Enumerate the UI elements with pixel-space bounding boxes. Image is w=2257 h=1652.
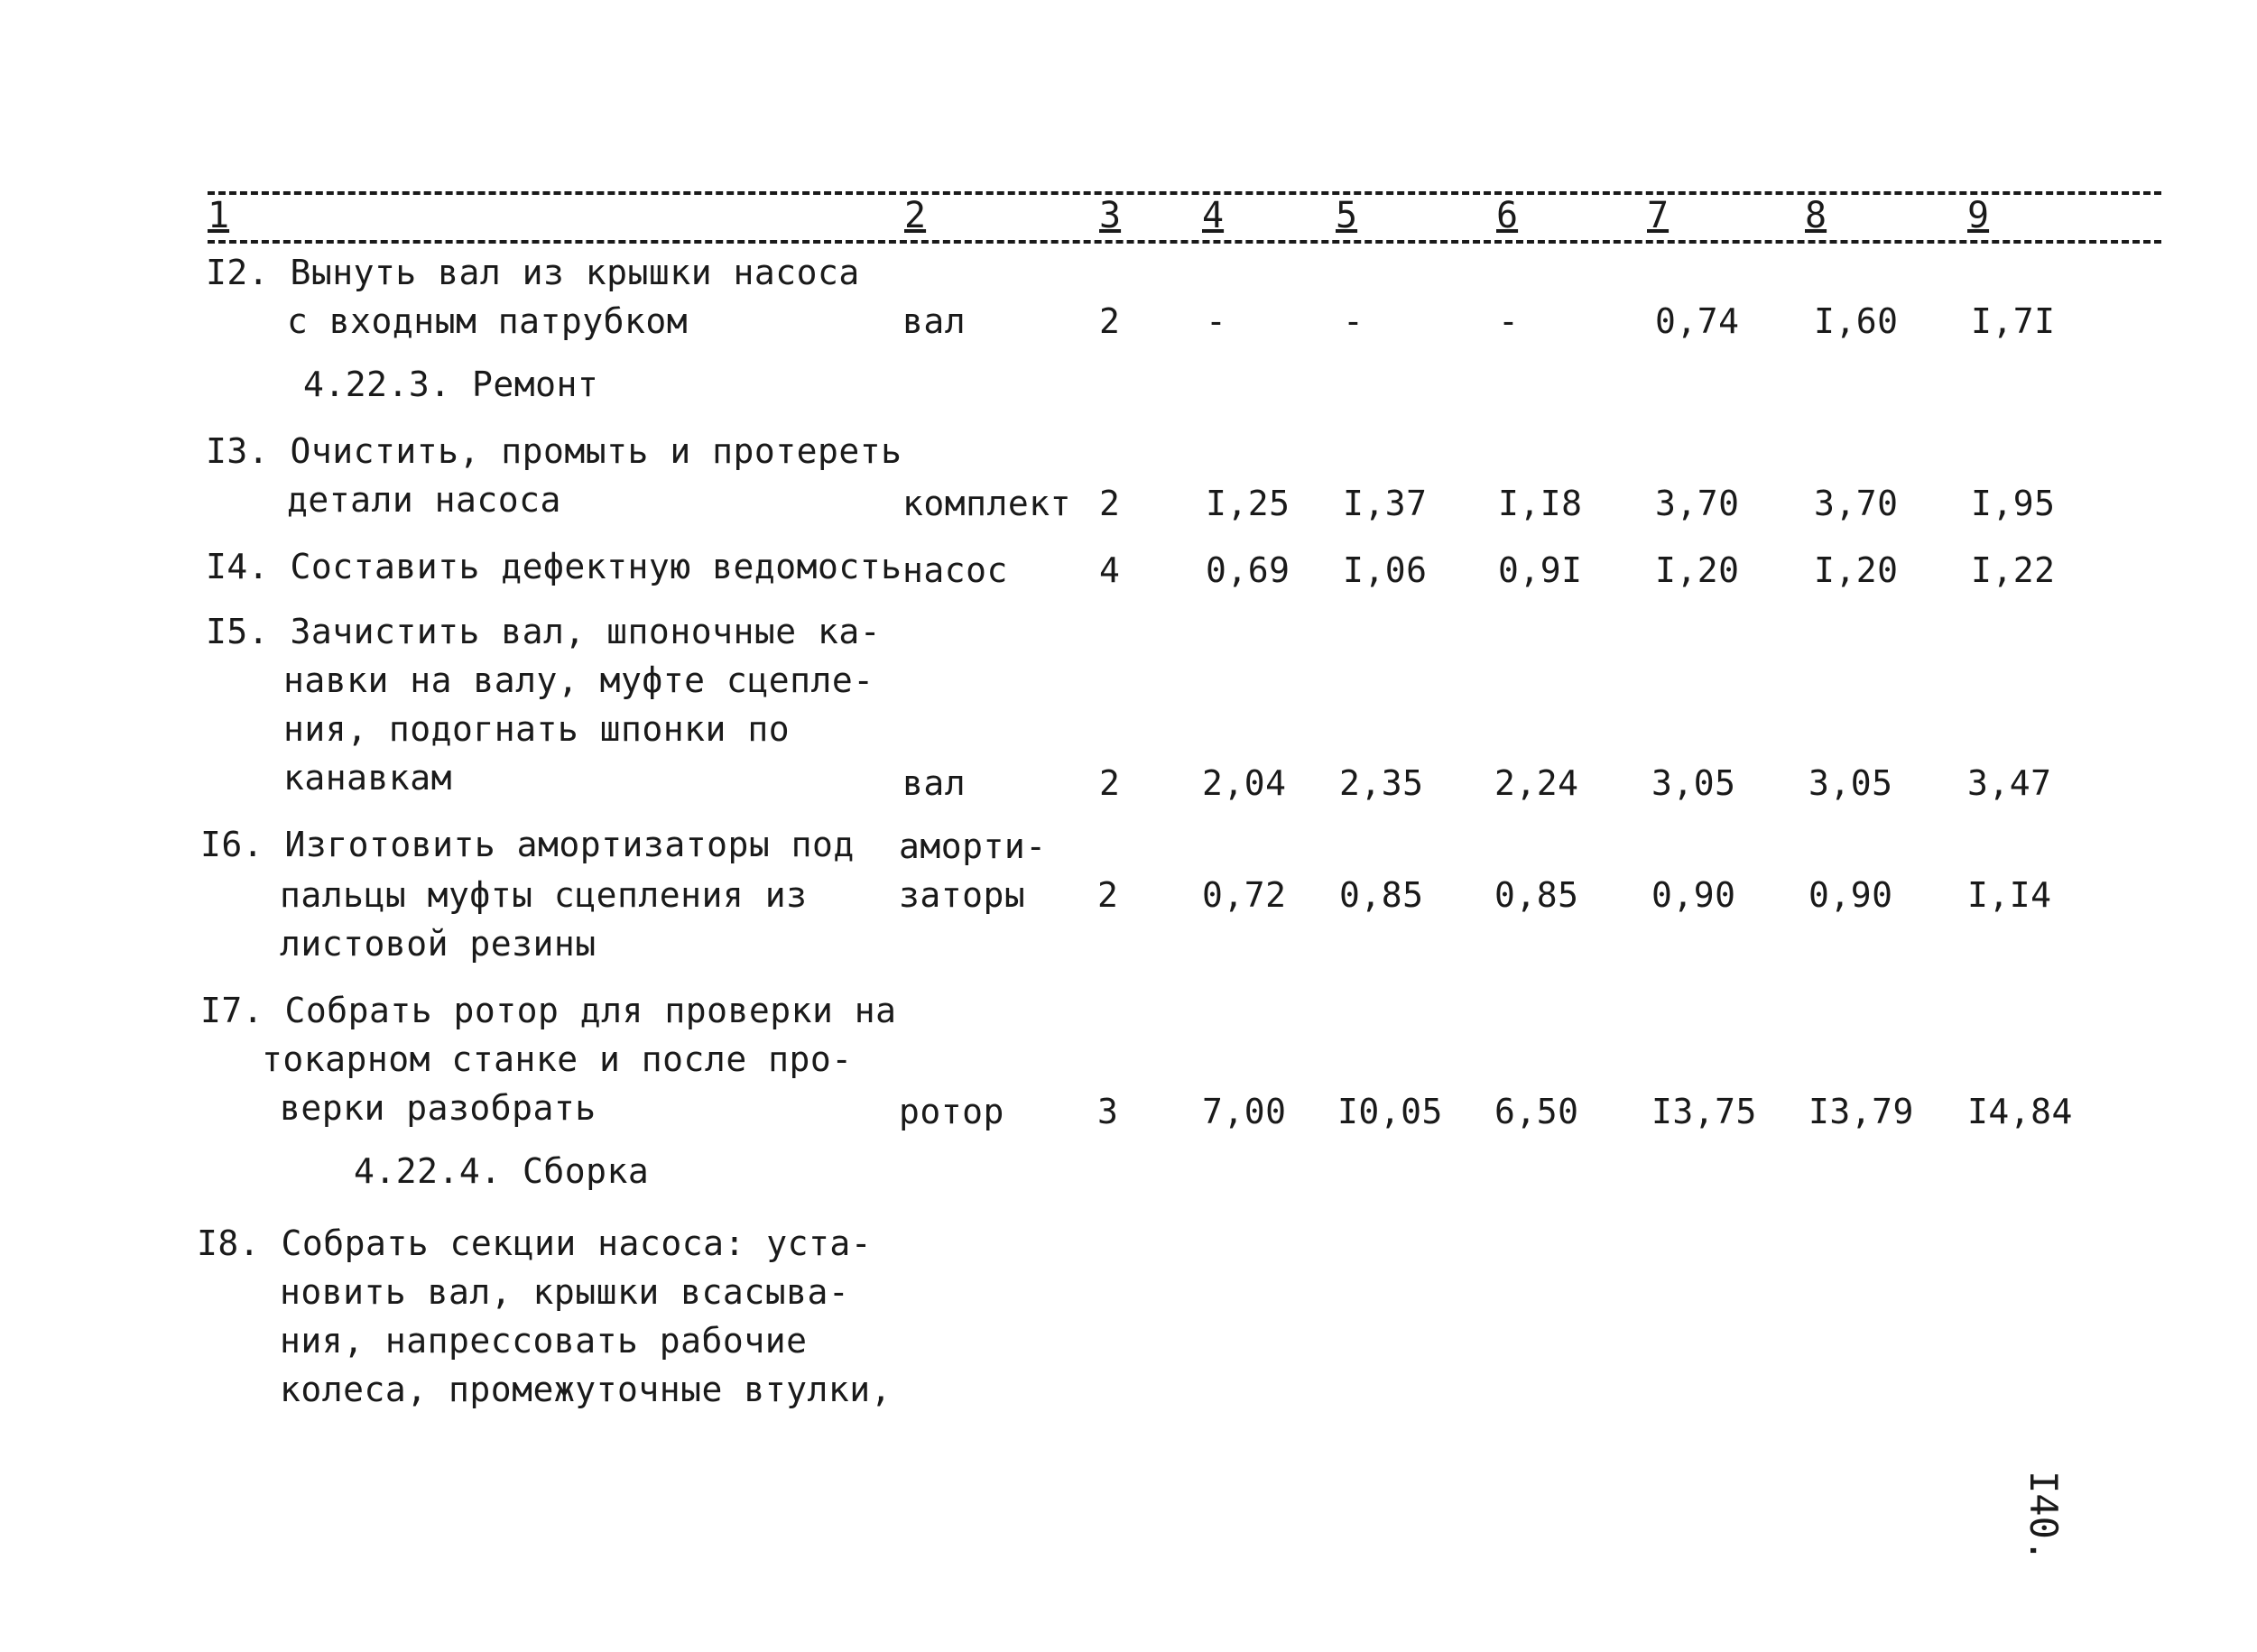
col-header-4: 4 [1202, 195, 1225, 236]
row-value-col5: I,37 [1343, 484, 1428, 523]
header-top-rule [208, 191, 2161, 195]
row-value-col7: 0,74 [1655, 301, 1740, 341]
row-value-col4: 7,00 [1202, 1092, 1287, 1131]
col-header-6: 6 [1496, 195, 1519, 236]
header-bottom-rule [208, 240, 2161, 244]
row-text-line: с входным патрубком [287, 301, 689, 341]
row-value-col6: 0,9I [1498, 550, 1583, 590]
row-value-col9: I,22 [1971, 550, 2056, 590]
row-text-line: I4. Составить дефектную ведомость [206, 547, 902, 586]
row-text-line: новить вал, крышки всасыва- [280, 1272, 850, 1312]
row-value-col6: I,I8 [1498, 484, 1583, 523]
row-value-col8: I,20 [1814, 550, 1899, 590]
row-text-line: ния, подогнать шпонки по [283, 709, 791, 749]
row-text-line: пальцы муфты сцепления из [280, 875, 808, 915]
row-value-col8: I,60 [1814, 301, 1899, 341]
row-unit: заторы [899, 875, 1026, 915]
row-text-line: ния, напрессовать рабочие [280, 1321, 808, 1361]
row-text-line: I5. Зачистить вал, шпоночные ка- [206, 612, 882, 651]
row-value-col7: I,20 [1655, 550, 1740, 590]
col-header-5: 5 [1336, 195, 1358, 236]
col-header-8: 8 [1805, 195, 1827, 236]
col-header-7: 7 [1647, 195, 1670, 236]
row-qty: 3 [1097, 1092, 1119, 1131]
row-value-col8: I3,79 [1808, 1092, 1914, 1131]
row-value-col7: 0,90 [1651, 875, 1736, 915]
row-value-col6: - [1498, 301, 1520, 341]
row-value-col5: I,06 [1343, 550, 1428, 590]
row-unit: ротор [899, 1092, 1004, 1131]
row-value-col6: 2,24 [1494, 763, 1579, 803]
col-header-3: 3 [1099, 195, 1122, 236]
row-text-line: канавкам [283, 758, 453, 798]
row-qty: 2 [1097, 875, 1119, 915]
row-value-col7: I3,75 [1651, 1092, 1757, 1131]
row-text-line: токарном станке и после про- [262, 1039, 853, 1079]
row-text-line: I2. Вынуть вал из крышки насоса [206, 253, 860, 292]
row-qty: 4 [1099, 550, 1121, 590]
row-value-col5: 0,85 [1339, 875, 1424, 915]
row-text-line: верки разобрать [280, 1088, 597, 1128]
section-heading: 4.22.3. Ремонт [303, 365, 599, 404]
row-value-col8: 3,70 [1814, 484, 1899, 523]
row-qty: 2 [1099, 484, 1121, 523]
row-value-col9: I,95 [1971, 484, 2056, 523]
row-value-col9: I,I4 [1967, 875, 2052, 915]
row-text-line: колеса, промежуточные втулки, [280, 1370, 892, 1409]
row-unit: вал [902, 301, 967, 341]
row-value-col9: 3,47 [1967, 763, 2052, 803]
row-text-line: I8. Собрать секции насоса: уста- [197, 1223, 873, 1263]
row-value-col9: I4,84 [1967, 1092, 2073, 1131]
row-text-line: детали насоса [287, 480, 561, 520]
row-qty: 2 [1099, 763, 1121, 803]
row-value-col4: - [1206, 301, 1227, 341]
col-header-1: 1 [208, 195, 230, 236]
row-text-line: I7. Собрать ротор для проверки на [200, 991, 897, 1030]
row-value-col9: I,7I [1971, 301, 2056, 341]
row-text-line: навки на валу, муфте сцепле- [283, 660, 874, 700]
row-value-col7: 3,05 [1651, 763, 1736, 803]
row-value-col8: 0,90 [1808, 875, 1893, 915]
row-unit: аморти- [899, 826, 1047, 866]
row-value-col5: - [1343, 301, 1364, 341]
row-value-col4: 0,69 [1206, 550, 1290, 590]
row-unit: комплект [902, 484, 1072, 523]
row-value-col6: 0,85 [1494, 875, 1579, 915]
row-qty: 2 [1099, 301, 1121, 341]
row-unit: вал [902, 763, 967, 803]
row-value-col4: I,25 [1206, 484, 1290, 523]
row-value-col4: 2,04 [1202, 763, 1287, 803]
page-number: I40. [2021, 1471, 2066, 1563]
row-text-line: I3. Очистить, промыть и протереть [206, 431, 902, 471]
row-unit: насос [902, 550, 1008, 590]
section-heading: 4.22.4. Сборка [354, 1151, 650, 1191]
col-header-2: 2 [904, 195, 927, 236]
row-value-col8: 3,05 [1808, 763, 1893, 803]
row-value-col7: 3,70 [1655, 484, 1740, 523]
row-value-col4: 0,72 [1202, 875, 1287, 915]
row-value-col6: 6,50 [1494, 1092, 1579, 1131]
col-header-9: 9 [1967, 195, 1990, 236]
row-text-line: I6. Изготовить амортизаторы под [200, 825, 855, 864]
row-value-col5: I0,05 [1337, 1092, 1443, 1131]
row-value-col5: 2,35 [1339, 763, 1424, 803]
row-text-line: листовой резины [280, 924, 597, 964]
